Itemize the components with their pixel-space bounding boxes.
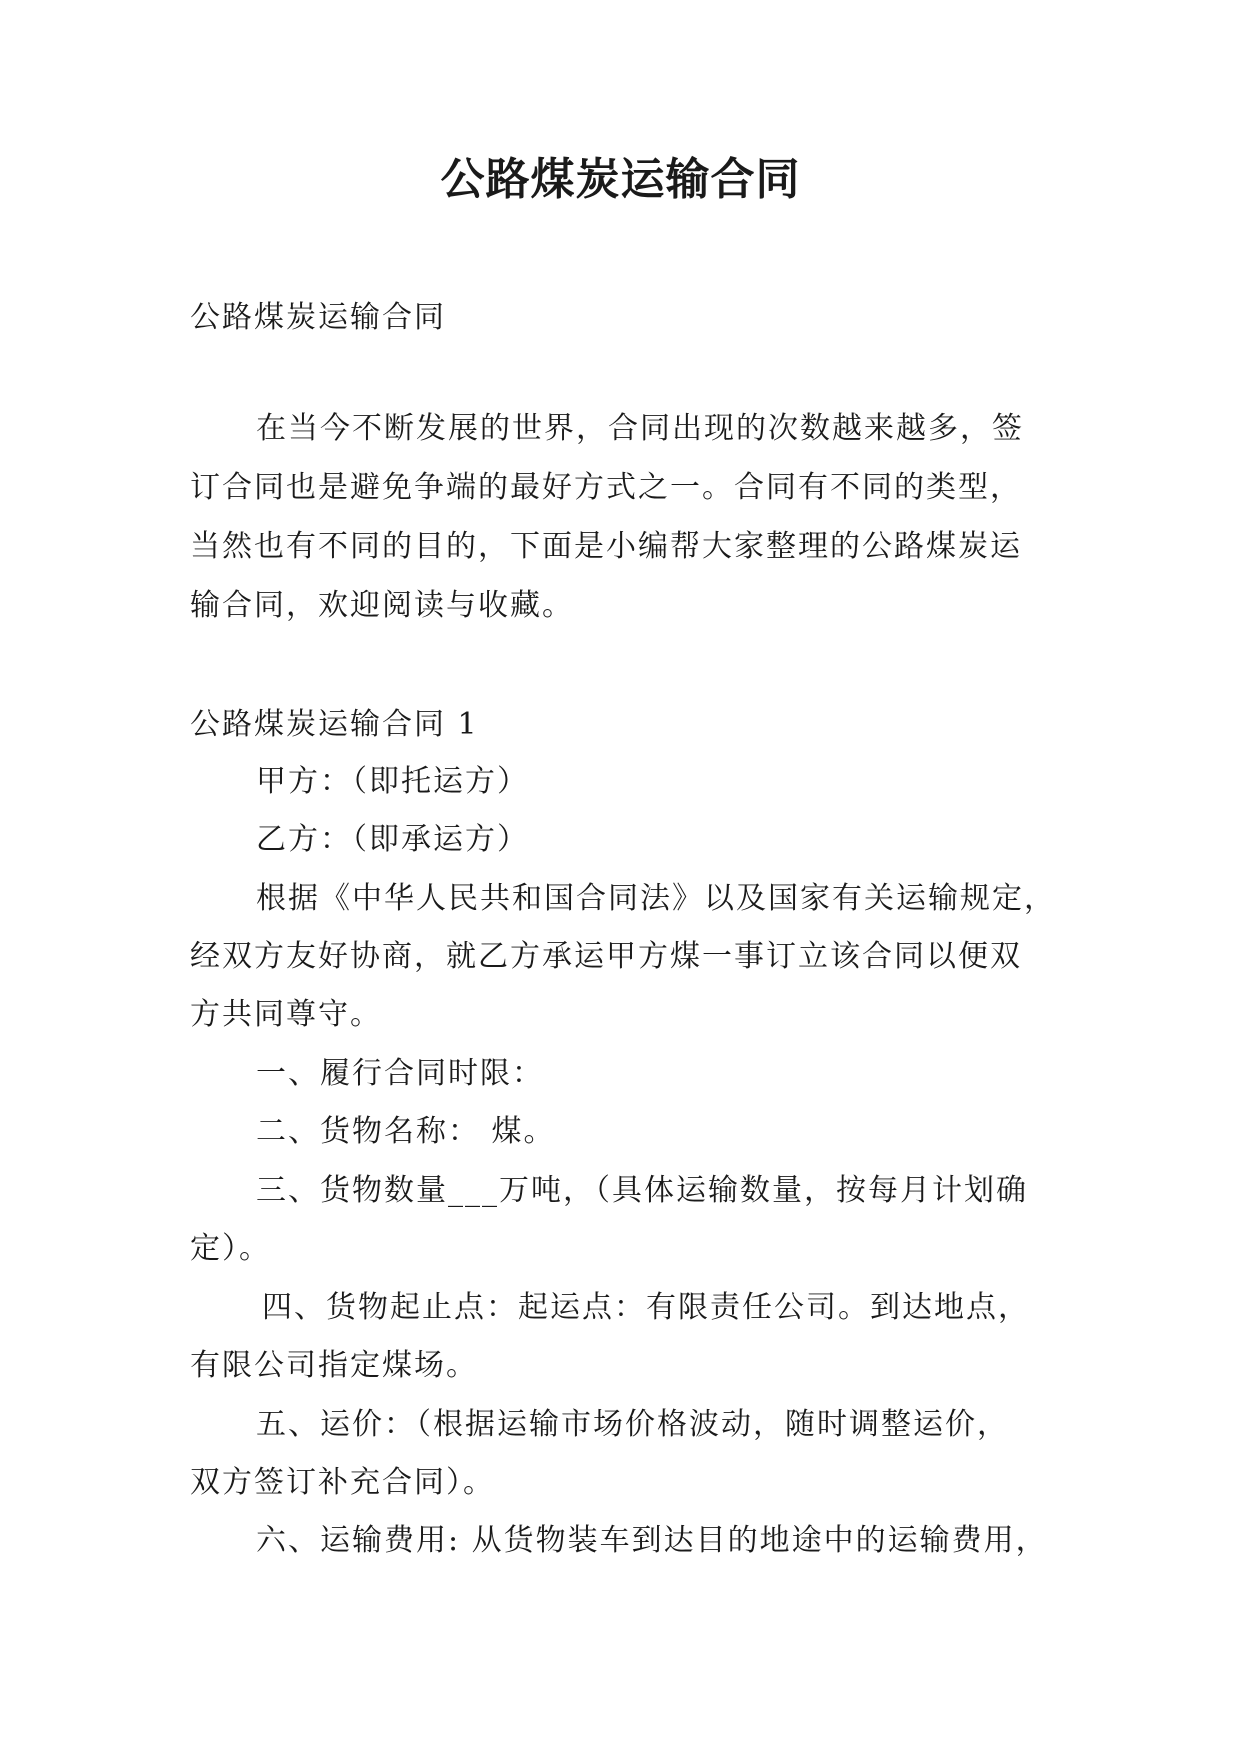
- clause-2: 二、货物名称： 煤。: [256, 1114, 556, 1149]
- intro-line-4: 输合同，欢迎阅读与收藏。: [190, 588, 574, 623]
- document-subtitle: 公路煤炭运输合同: [190, 300, 446, 335]
- clause-4-line-1: 四、货物起止点：起运点：有限责任公司。到达地点，: [262, 1290, 1030, 1325]
- intro-line-1: 在当今不断发展的世界，合同出现的次数越来越多，签: [256, 411, 1024, 446]
- basis-line-3: 方共同尊守。: [190, 997, 382, 1032]
- section-heading: 公路煤炭运输合同 1: [190, 707, 479, 742]
- clause-5-line-1: 五、运价：（根据运输市场价格波动，随时调整运价，: [256, 1407, 1009, 1442]
- clause-5-line-2: 双方签订补充合同）。: [190, 1465, 495, 1500]
- clause-4-line-2: 有限公司指定煤场。: [190, 1348, 478, 1383]
- party-b: 乙方：（即承运方）: [256, 822, 529, 857]
- basis-line-2: 经双方友好协商，就乙方承运甲方煤一事订立该合同以便双: [190, 939, 1022, 974]
- clause-3-line-1: 三、货物数量___万吨，（具体运输数量，按每月计划确: [256, 1173, 1028, 1208]
- clause-6: 六、运输费用: 从货物装车到达目的地途中的运输费用，: [256, 1523, 1048, 1558]
- intro-line-2: 订合同也是避免争端的最好方式之一。合同有不同的类型，: [190, 470, 1022, 505]
- clause-1: 一、履行合同时限：: [256, 1056, 544, 1091]
- basis-line-1: 根据《中华人民共和国合同法》以及国家有关运输规定，: [256, 881, 1056, 916]
- clause-3-line-2: 定）。: [190, 1231, 271, 1266]
- document-title: 公路煤炭运输合同: [440, 154, 801, 205]
- intro-line-3: 当然也有不同的目的，下面是小编帮大家整理的公路煤炭运: [190, 529, 1022, 564]
- party-a: 甲方：（即托运方）: [256, 764, 529, 799]
